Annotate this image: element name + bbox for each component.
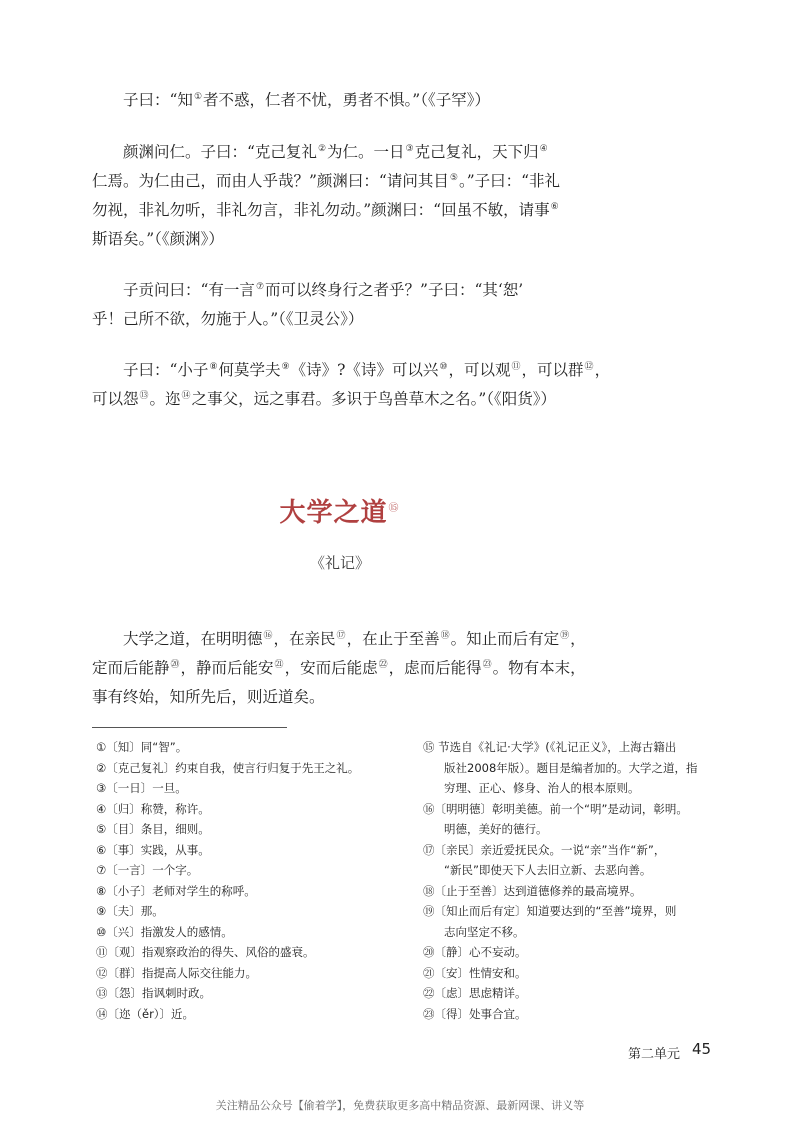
footnote-entry: ③〔一日〕一旦。: [96, 781, 187, 795]
footnote-entry: ⑦〔一言〕一个字。: [96, 863, 199, 877]
footnote-entry: ⑥〔事〕实践，从事。: [96, 842, 210, 857]
footnote-marker: ⑥: [550, 201, 559, 212]
passage-text: 。物有本末，: [492, 659, 586, 677]
footnote-entry: ⑫〔群〕指提高人际交往能力。: [96, 965, 257, 980]
analects-passage-1: [92, 86, 592, 115]
passage-text: 而可以终身行之者乎？”子曰：“其‘恕’: [265, 281, 524, 299]
footnote-marker: ⑤: [449, 172, 458, 183]
footnote-continuation: 穷理、正心、修身、治人的根本原则。: [444, 781, 640, 795]
passage-line: [92, 276, 592, 305]
footnote-entry: ㉒〔虑〕思虑精详。: [423, 986, 527, 1000]
footnote-marker: ⑪: [511, 361, 521, 372]
passage-line: [92, 654, 592, 683]
passage-text: 子曰：“小子: [123, 361, 209, 379]
passage-line: [92, 196, 592, 225]
passage-text: 。迩: [149, 390, 181, 408]
passage-line: [92, 138, 592, 167]
footnote-continuation: 志向坚定不移。: [444, 924, 525, 939]
footnote-marker: ①: [193, 91, 203, 102]
passage-text: 大学之道，在明明德: [123, 630, 263, 648]
passage-line: [92, 305, 592, 334]
footnote-entry: ①〔知〕同“智”。: [96, 740, 188, 754]
passage-text: ，在亲民: [273, 630, 336, 648]
passage-line: [92, 683, 592, 712]
footnote-entry: ⑬〔怨〕指讽刺时政。: [96, 986, 211, 1000]
daxue-passage: [92, 625, 592, 712]
footnote-entry: ②〔克己复礼〕约束自我，使言行归复于先王之礼。: [96, 760, 360, 775]
passage-text: 子贡问曰：“有一言: [123, 281, 255, 299]
passage-text: ，可以群: [521, 361, 584, 379]
passage-text: 。知止而后有定: [450, 630, 560, 648]
passage-text: 何莫学夫: [218, 361, 281, 379]
passage-text: ，安而后能虑: [284, 659, 378, 677]
page-number: 45: [692, 1040, 712, 1058]
footnote-marker: ⑭: [181, 390, 191, 401]
footnote-marker: ㉒: [378, 659, 388, 670]
passage-text: 颜渊问仁。子曰：“克己复礼: [123, 143, 317, 161]
footnotes-left-column: [96, 737, 396, 1024]
footnote-marker: ㉑: [274, 659, 284, 670]
section-title: [0, 492, 680, 529]
passage-line: [92, 625, 592, 654]
footnote-entry: ⑤〔目〕条目，细则。: [96, 822, 210, 836]
passage-text: 《诗》?《诗》可以兴: [290, 361, 439, 379]
passage-text: ，虑而后能得: [388, 659, 482, 677]
footnote-entry: ④〔归〕称赞，称许。: [96, 801, 210, 816]
passage-line: [92, 86, 592, 115]
footnote-entry: ⑩〔兴〕指激发人的感情。: [96, 924, 233, 939]
footnote-marker: ⑦: [255, 281, 265, 292]
footnote-entry: ⑯〔明明德〕彰明美德。前一个“明”是动词，彰明。: [423, 801, 688, 816]
footnote-marker: ②: [317, 143, 327, 154]
passage-text: ，: [594, 361, 611, 379]
passage-text: ，: [570, 630, 586, 648]
footnote-marker: ⑲: [560, 630, 570, 641]
footnote-marker: ㉓: [482, 659, 492, 670]
footnote-entry: ⑲〔知止而后有定〕知道要达到的“至善”境界，则: [423, 904, 677, 918]
footnote-continuation: 明德，美好的德行。: [444, 822, 548, 836]
passage-text: 勿视，非礼勿听，非礼勿言，非礼勿动。”颜渊曰：“回虽不敏，请事: [92, 201, 550, 219]
footnote-marker: ⑫: [584, 361, 594, 372]
section-source: 《礼记》: [309, 554, 370, 572]
footnote-entry: ⑰〔亲民〕亲近爱抚民众。一说“亲”当作“新”，: [423, 842, 666, 857]
passage-text: 之事父，远之事君。多识于鸟兽草木之名。”（《阳货》）: [191, 390, 556, 408]
passage-text: 仁焉。为仁由己，而由人乎哉？”颜渊曰：“请问其目: [92, 172, 449, 190]
passage-text: 斯语矣。”（《颜渊》）: [92, 230, 224, 248]
analects-passage-4: [92, 356, 611, 414]
footnote-divider: [92, 727, 287, 728]
footnote-continuation: “新民”即使天下人去旧立新、去恶向善。: [444, 863, 652, 877]
footnote-entry: ㉓〔得〕处事合宜。: [423, 1006, 527, 1021]
watermark-text: 关注精品公众号【偷着学】，免费获取更多高中精品资源、最新网课、讲义等: [215, 1099, 585, 1112]
passage-text: 定而后能静: [92, 659, 170, 677]
footnote-marker: ⑯: [263, 630, 273, 641]
passage-line: [92, 356, 611, 385]
passage-text: ，可以观: [448, 361, 511, 379]
passage-line: [92, 167, 592, 196]
passage-text: 为仁。一日: [327, 143, 405, 161]
passage-line: [92, 225, 592, 254]
footnote-marker: ⑱: [440, 630, 450, 641]
passage-text: ，静而后能安: [180, 659, 274, 677]
passage-text: 子曰：“知: [123, 91, 193, 109]
analects-passage-3: [92, 276, 592, 334]
footnote-entry: ⑱〔止于至善〕达到道德修养的最高境界。: [423, 883, 642, 898]
section-title-footnote-marker: ⑮: [388, 503, 400, 515]
footnote-marker: ⑩: [439, 361, 448, 372]
footnote-marker: ⑨: [281, 361, 290, 372]
passage-line: [92, 385, 592, 414]
footnote-marker: ⑧: [209, 361, 218, 372]
footnote-marker: ⑰: [336, 630, 346, 641]
passage-text: 者不惑，仁者不忧，勇者不惧。”（《子罕》）: [203, 91, 490, 109]
passage-text: 乎！己所不欲，勿施于人。”（《卫灵公》）: [92, 310, 364, 328]
unit-label: 第二单元: [628, 1047, 681, 1062]
footnote-entry: ⑪〔观〕指观察政治的得失、风俗的盛衰。: [96, 945, 315, 959]
passage-text: 。”子曰：“非礼: [458, 172, 561, 190]
footnotes-right-column: [423, 737, 715, 1024]
footnote-continuation: 版社2008年版）。题目是编者加的。大学之道，指: [444, 760, 698, 775]
passage-text: ，在止于至善: [346, 630, 440, 648]
passage-text: 事有终始，知所先后，则近道矣。: [92, 688, 325, 706]
footnote-marker: ③: [405, 143, 414, 154]
section-title-text: 大学之道: [279, 498, 388, 528]
footnote-marker: ⑬: [139, 390, 149, 401]
analects-passage-2: [92, 138, 592, 254]
footnote-marker: ④: [539, 143, 548, 154]
footnote-entry: ⑳〔静〕心不妄动。: [423, 945, 527, 959]
footnote-entry: ⑨〔夫〕那。: [96, 904, 164, 918]
passage-text: 克己复礼，天下归: [414, 143, 539, 161]
footnote-entry: ⑭〔迩（ěr）〕近。: [96, 1006, 195, 1021]
footnote-marker: ⑳: [170, 659, 180, 670]
passage-text: 可以怨: [92, 390, 139, 408]
footnote-entry: ⑮ 节选自《礼记·大学》(《礼记正义》，上海古籍出: [423, 740, 677, 754]
footnote-entry: ⑧〔小子〕老师对学生的称呼。: [96, 883, 256, 898]
footnote-entry: ㉑〔安〕性情安和。: [423, 965, 527, 980]
